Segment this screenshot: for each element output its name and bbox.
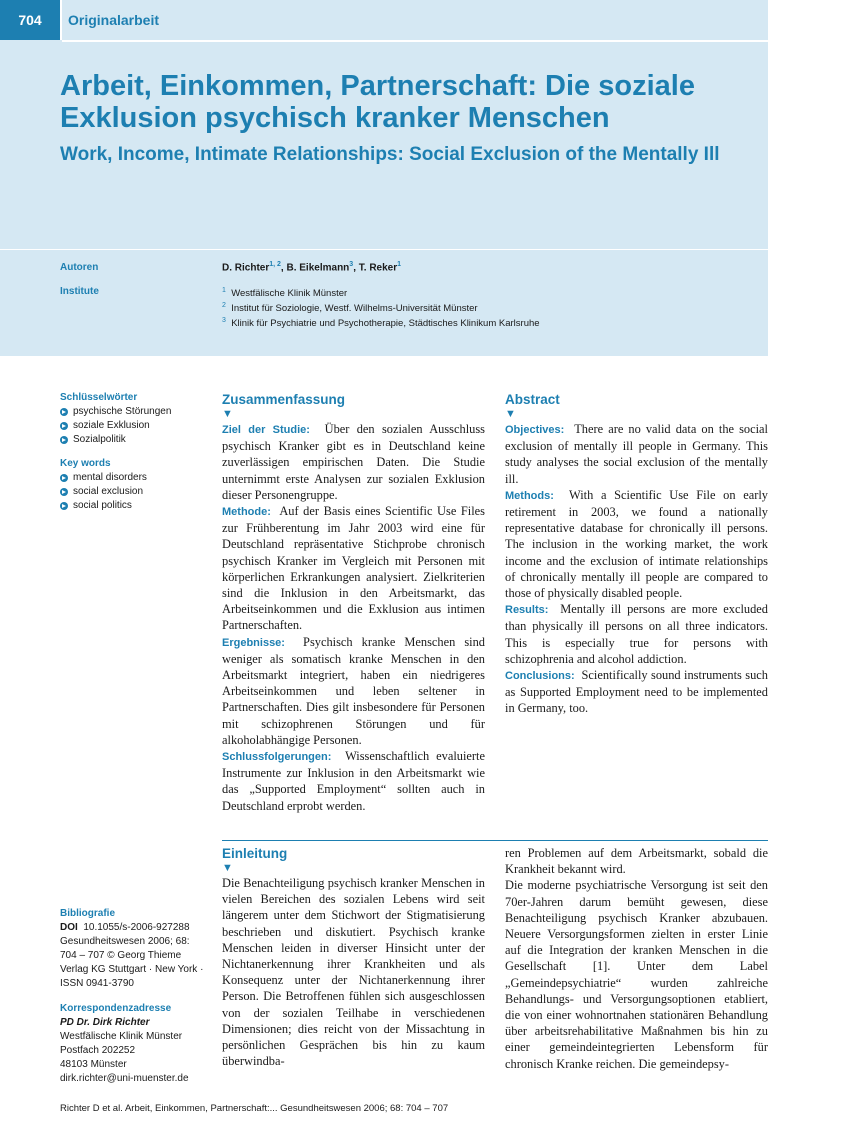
korrespondenz-panel [60,1002,189,1086]
header-divider [60,0,62,40]
section-label: Originalarbeit [68,12,160,28]
doi-line: DOI 10.1055/s-2006-927288 [60,922,190,933]
einleitung-heading: Einleitung [222,846,288,861]
bullet-arrow-icon [60,488,68,496]
bib-line: Verlag KG Stuttgart · New York · [60,964,204,975]
einleitung-paragraph: ren Problemen auf dem Arbeitsmarkt, sobald die Krankheit bekannt wird. [505,846,768,877]
institute-item: $^3$ Klinik für Psychiatrie und Psychotherapie, Städtisches Klinikum Karlsruhe [222,317,540,330]
zusammenfassung-column [222,391,485,814]
bibliografie-panel [60,907,203,991]
zusammenfassung-heading: Zusammenfassung [222,392,346,407]
title-separator [0,249,768,250]
author-affiliation: 1 [397,261,402,268]
author-name: B. Eikelmann [286,262,350,274]
institute-item: $^2$ Institut für Soziologie, Westf. Wilhelms-Universität Münster [222,302,478,315]
abstract-paragraph: Methods: With a Scientific Use File on early retirement in 2003, we found a nationally representative database for chronically ill persons. The inclusion in the working market, the work income and the exclusion of intimate relationships of chronically mentally ill people are compared to those of physically disabled people. [505,487,768,601]
zusammenfassung-paragraph: Schlussfolgerungen: Wissenschaftlich evaluierte Instrumente zur Inklusion in den Arbeitsmarkt wie das „Supported Employment“ sollten auch in Deutschland erprobt werden. [222,749,485,813]
einleitung-paragraph: Die Benachteiligung psychisch kranker Menschen in vielen Bereichen des sozialen Lebens wird seit längerem unter dem Stichwort der Stigmatisierung beschrieben und diskutiert. Psychisch kranke Menschen leiden in diverser Hinsicht unter der Nichtanerkennung ihrer Krankheiten und als Konsequenz unter der Nichtanerkennung ihrer Person. Die Betroffenen fühlen sich ausgeschlossen von der sozialen Teilhabe in verschiedenen Dimensionen; dies reicht von der Missachtung in persönlichen Gesprächen bis hin zu kaum überwindba- [222,876,485,1069]
email-link[interactable]: dirk.richter@uni-muenster.de [60,1073,189,1084]
abstract-paragraph: Conclusions: Scientifically sound instruments such as Supported Employment need to be implemented in Germany, too. [505,668,768,716]
keyword-item: social politics [60,499,171,513]
abstract-column [505,391,768,717]
bullet-arrow-icon [60,422,68,430]
zusammenfassung-paragraph: Methode: Auf der Basis eines Scientific Use Files zur Frühberentung im Jahr 2003 wird eine für Deutschland repräsentative Stichprobe chronisch psychisch Kranker im Vergleich mit Personen mit körperlichen Erkrankungen analysiert. Zielkriterien sind die Inklusion in den Arbeitsmarkt, das Arbeitseinkommen und die Exklusion aus intimen Partnerschaften. [222,504,485,633]
section-rule [222,840,768,841]
institutes-list [222,285,540,330]
einleitung-paragraph: Die moderne psychiatrische Versorgung ist seit den 70er-Jahren darum bemüht gewesen, diese Benachteiligung psychisch Kranker abzubauen. Neuere Versorgungsformen zielten in erster Linie auf die Integration der kranken Menschen in die Gesellschaft [1]. Unter dem Label „Gemeindepsychiatrie“ wurden zahlreiche Behandlungs- und Versorgungsoptionen etabliert, die von einer wohnortnahen stationären Behandlung über arbeitsrehabilitative Maßnahmen bis hin zu einer gemeindeintegrierten Lebensform für chronisch Kranke reichen. Die gemeindepsy- [505,878,768,1071]
keywords-panel [60,391,171,513]
einleitung-column-right [505,845,768,1072]
authors-label: Autoren [60,262,99,273]
bib-line: ISSN 0941-3790 [60,978,134,989]
bullet-arrow-icon [60,474,68,482]
triangle-down-icon: ▼ [222,408,233,420]
address-line: 48103 Münster [60,1059,127,1070]
bib-line: 704 – 707 © Georg Thieme [60,950,182,961]
page-number: 704 [0,0,60,40]
institute-label: Institute [60,286,99,297]
bullet-arrow-icon [60,436,68,444]
address-line: Postfach 202252 [60,1045,136,1056]
keywords-de-label: Schlüsselwörter [60,392,138,403]
zusammenfassung-paragraph: Ergebnisse: Psychisch kranke Menschen sind weniger als somatisch kranke Menschen in den Arbeitsmarkt integriert, haben ein niedrigeres Arbeitseinkommen und leben seltener in Partnerschaften. Dies gilt insbesondere für Personen mit schizophrenen Störungen und für alkoholabhängige Personen. [222,634,485,747]
author-name: T. Reker [358,262,398,274]
authors-list: D. Richter$^{1, 2}$, B. Eikelmann$^3$, T. Reker$^1$ [222,261,402,274]
korrespondenz-label: Korrespondenzadresse [60,1003,172,1014]
triangle-down-icon: ▼ [505,408,516,420]
address-line: Westfälische Klinik Münster [60,1031,183,1042]
author-affiliation: 1, 2 [269,261,281,268]
korrespondenz-name: PD Dr. Dirk Richter [60,1017,150,1028]
keyword-item: soziale Exklusion [60,419,171,433]
header-rule [62,40,768,42]
zusammenfassung-paragraph: Ziel der Studie: Über den sozialen Ausschluss psychisch Kranker gibt es in Deutschland keine zuverlässigen empirischen Daten. Die Studie unternimmt erste Analysen zur sozialen Exklusion dieser Personengruppe. [222,422,485,502]
author-affiliation: 3 [349,261,354,268]
keyword-item: Sozialpolitik [60,433,171,447]
institute-item: $^1$ Westfälische Klinik Münster [222,287,348,300]
keyword-item: social exclusion [60,485,171,499]
bib-line: Gesundheitswesen 2006; 68: [60,936,190,947]
abstract-paragraph: Results: Mentally ill persons are more excluded than physically ill persons on all three indicators. This is especially true for persons with schizophrenia and alcohol addiction. [505,602,768,666]
bullet-arrow-icon [60,408,68,416]
abstract-heading: Abstract [505,392,560,407]
triangle-down-icon: ▼ [222,862,233,874]
title-german: Arbeit, Einkommen, Partnerschaft: Die soziale Exklusion psychisch kranker Menschen [60,70,695,134]
keyword-item: psychische Störungen [60,405,171,419]
bullet-arrow-icon [60,502,68,510]
bibliografie-label: Bibliografie [60,908,116,919]
keywords-en-label: Key words [60,458,111,469]
author-name: D. Richter [222,262,270,274]
abstract-paragraph: Objectives: There are no valid data on the social exclusion of mentally ill people in Germany. This study analyses the social exclusion of the mentally ill. [505,422,768,486]
page-footer: Richter D et al. Arbeit, Einkommen, Partnerschaft:... Gesundheitswesen 2006; 68: 704 – 707 [60,1103,449,1114]
title-english: Work, Income, Intimate Relationships: Social Exclusion of the Mentally Ill [60,144,720,165]
doi-value: 10.1055/s-2006-927288 [83,922,190,933]
einleitung-column-left [222,845,485,1069]
keyword-item: mental disorders [60,471,171,485]
